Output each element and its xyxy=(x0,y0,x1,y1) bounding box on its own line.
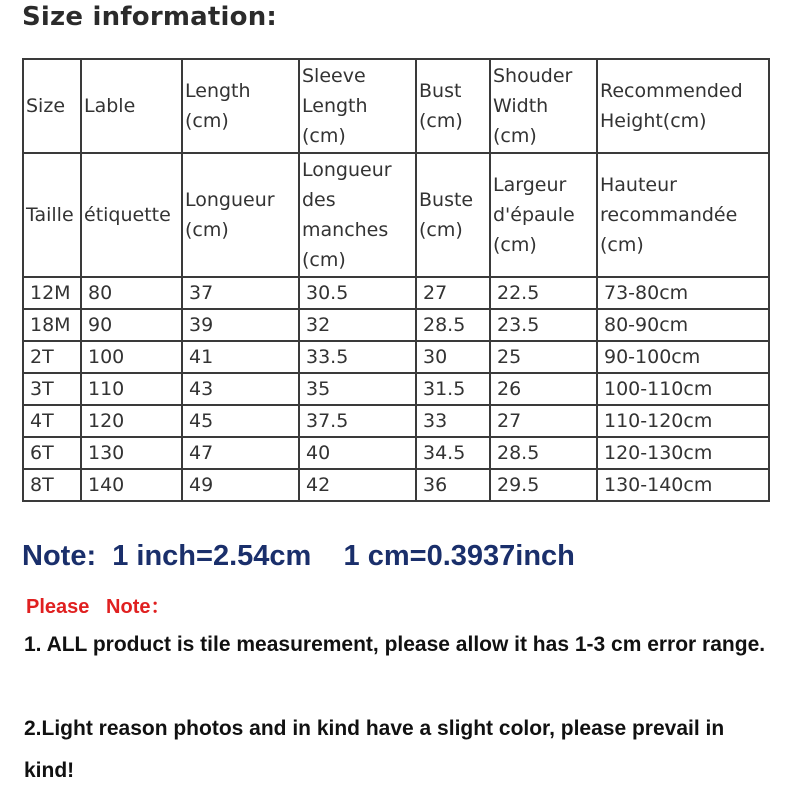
table-row xyxy=(23,405,769,437)
table-cell: 26 xyxy=(490,373,597,405)
table-cell: 2T xyxy=(23,341,81,373)
table-cell: 12M xyxy=(23,277,81,309)
table-cell: 33.5 xyxy=(299,341,416,373)
table-cell: 73-80cm xyxy=(597,277,769,309)
note-item-2: 2.Light reason photos and in kind have a slight color, please prevail in kind! xyxy=(24,717,725,782)
table-cell: 130 xyxy=(81,437,182,469)
table-cell: 31.5 xyxy=(416,373,490,405)
table-cell: 37 xyxy=(182,277,299,309)
table-cell: 40 xyxy=(299,437,416,469)
table-cell: 32 xyxy=(299,309,416,341)
table-cell: 8T xyxy=(23,469,81,501)
table-cell: 39 xyxy=(182,309,299,341)
table-cell: 80-90cm xyxy=(597,309,769,341)
table-cell: 23.5 xyxy=(490,309,597,341)
table-cell: 22.5 xyxy=(490,277,597,309)
table-cell: 6T xyxy=(23,437,81,469)
conversion-note: Note: 1 inch=2.54cm 1 cm=0.3937inch xyxy=(22,540,575,572)
table-cell: 34.5 xyxy=(416,437,490,469)
header-row-french xyxy=(23,153,769,277)
header-cell: Largeur d'épaule (cm) xyxy=(490,153,597,277)
table-cell: 27 xyxy=(416,277,490,309)
table-cell: 33 xyxy=(416,405,490,437)
table-cell: 37.5 xyxy=(299,405,416,437)
header-cell: Sleeve Length (cm) xyxy=(299,59,416,153)
header-cell: Size xyxy=(23,59,81,153)
header-cell: étiquette xyxy=(81,153,182,277)
table-cell: 47 xyxy=(182,437,299,469)
header-cell: Lable xyxy=(81,59,182,153)
please-note-heading: Please Note： xyxy=(26,596,171,618)
header-row-english xyxy=(23,59,769,153)
table-cell: 130-140cm xyxy=(597,469,769,501)
table-cell: 36 xyxy=(416,469,490,501)
header-cell: Taille xyxy=(23,153,81,277)
table-cell: 90-100cm xyxy=(597,341,769,373)
page-title: Size information: xyxy=(22,2,278,32)
table-cell: 80 xyxy=(81,277,182,309)
header-cell: Longueur (cm) xyxy=(182,153,299,277)
table-row xyxy=(23,373,769,405)
table-cell: 18M xyxy=(23,309,81,341)
header-cell: Length (cm) xyxy=(182,59,299,153)
table-cell: 29.5 xyxy=(490,469,597,501)
table-cell: 35 xyxy=(299,373,416,405)
header-cell: Shouder Width (cm) xyxy=(490,59,597,153)
table-cell: 110 xyxy=(81,373,182,405)
table-cell: 120-130cm xyxy=(597,437,769,469)
header-cell: Longueur des manches (cm) xyxy=(299,153,416,277)
table-cell: 41 xyxy=(182,341,299,373)
table-row xyxy=(23,469,769,501)
table-row xyxy=(23,277,769,309)
table-cell: 28.5 xyxy=(416,309,490,341)
table-cell: 30.5 xyxy=(299,277,416,309)
table-cell: 120 xyxy=(81,405,182,437)
header-cell: Buste (cm) xyxy=(416,153,490,277)
header-cell: Recommended Height(cm) xyxy=(597,59,769,153)
note-item-1: 1. ALL product is tile measurement, please allow it has 1-3 cm error range. xyxy=(24,633,766,656)
size-table xyxy=(22,58,770,502)
table-cell: 25 xyxy=(490,341,597,373)
table-cell: 30 xyxy=(416,341,490,373)
table-cell: 100-110cm xyxy=(597,373,769,405)
table-cell: 90 xyxy=(81,309,182,341)
table-cell: 49 xyxy=(182,469,299,501)
header-cell: Bust (cm) xyxy=(416,59,490,153)
table-row xyxy=(23,341,769,373)
table-cell: 27 xyxy=(490,405,597,437)
table-cell: 45 xyxy=(182,405,299,437)
table-cell: 110-120cm xyxy=(597,405,769,437)
table-cell: 140 xyxy=(81,469,182,501)
table-cell: 3T xyxy=(23,373,81,405)
table-cell: 4T xyxy=(23,405,81,437)
header-cell: Hauteur recommandée (cm) xyxy=(597,153,769,277)
table-row xyxy=(23,309,769,341)
table-cell: 43 xyxy=(182,373,299,405)
table-cell: 42 xyxy=(299,469,416,501)
table-row xyxy=(23,437,769,469)
table-cell: 28.5 xyxy=(490,437,597,469)
table-cell: 100 xyxy=(81,341,182,373)
